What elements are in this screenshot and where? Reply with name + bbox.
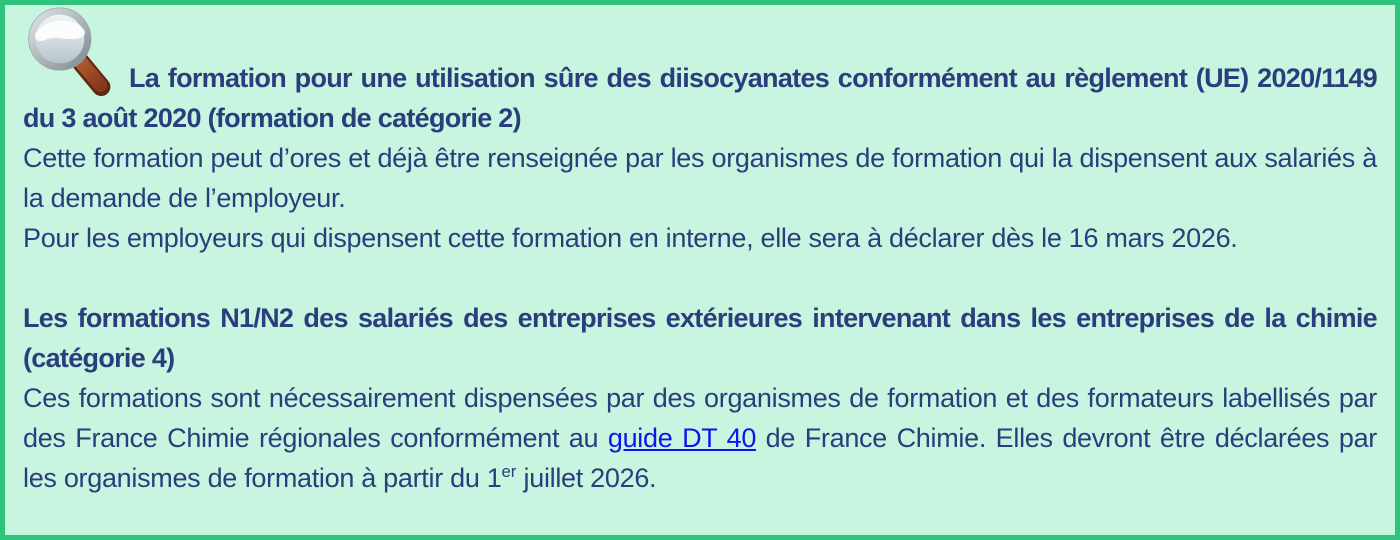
para-organismes-text-3: juillet 2026. [516, 463, 657, 493]
para-organismes [23, 378, 1377, 498]
guide-dt40-link[interactable]: guide DT 40 [607, 423, 757, 453]
para-organismes-text-1: Ces formations sont nécessairement dispensées par des organismes de formation et des formateurs labellisés par des France Chimie régionales conformément au [23, 383, 1377, 453]
para-organismes-text-2: de France Chimie. Elles devront être déclarées par les organismes de formation à partir du 1 [23, 423, 1377, 493]
ordinal-superscript: er [501, 462, 517, 481]
para-employeurs: Pour les employeurs qui dispensent cette formation en interne, elle sera à déclarer dès le 16 mars 2026. [23, 223, 1238, 253]
heading-diisocyanates [23, 5, 1377, 138]
heading-n1n2: Les formations N1/N2 des salariés des entreprises extérieures intervenant dans les entreprises de la chimie (catégorie 4) [23, 303, 1377, 373]
magnifier-icon [23, 5, 115, 97]
para-renseignee: Cette formation peut d’ores et déjà être renseignée par les organismes de formation qui la dispensent aux salariés à la demande de l’employeur. [23, 143, 1377, 213]
info-callout [23, 5, 1377, 498]
heading-diisocyanates-text: La formation pour une utilisation sûre des diisocyanates conformément au règlement (UE) 2020/1149 du 3 août 2020 (formation de catégorie 2) [23, 63, 1377, 133]
